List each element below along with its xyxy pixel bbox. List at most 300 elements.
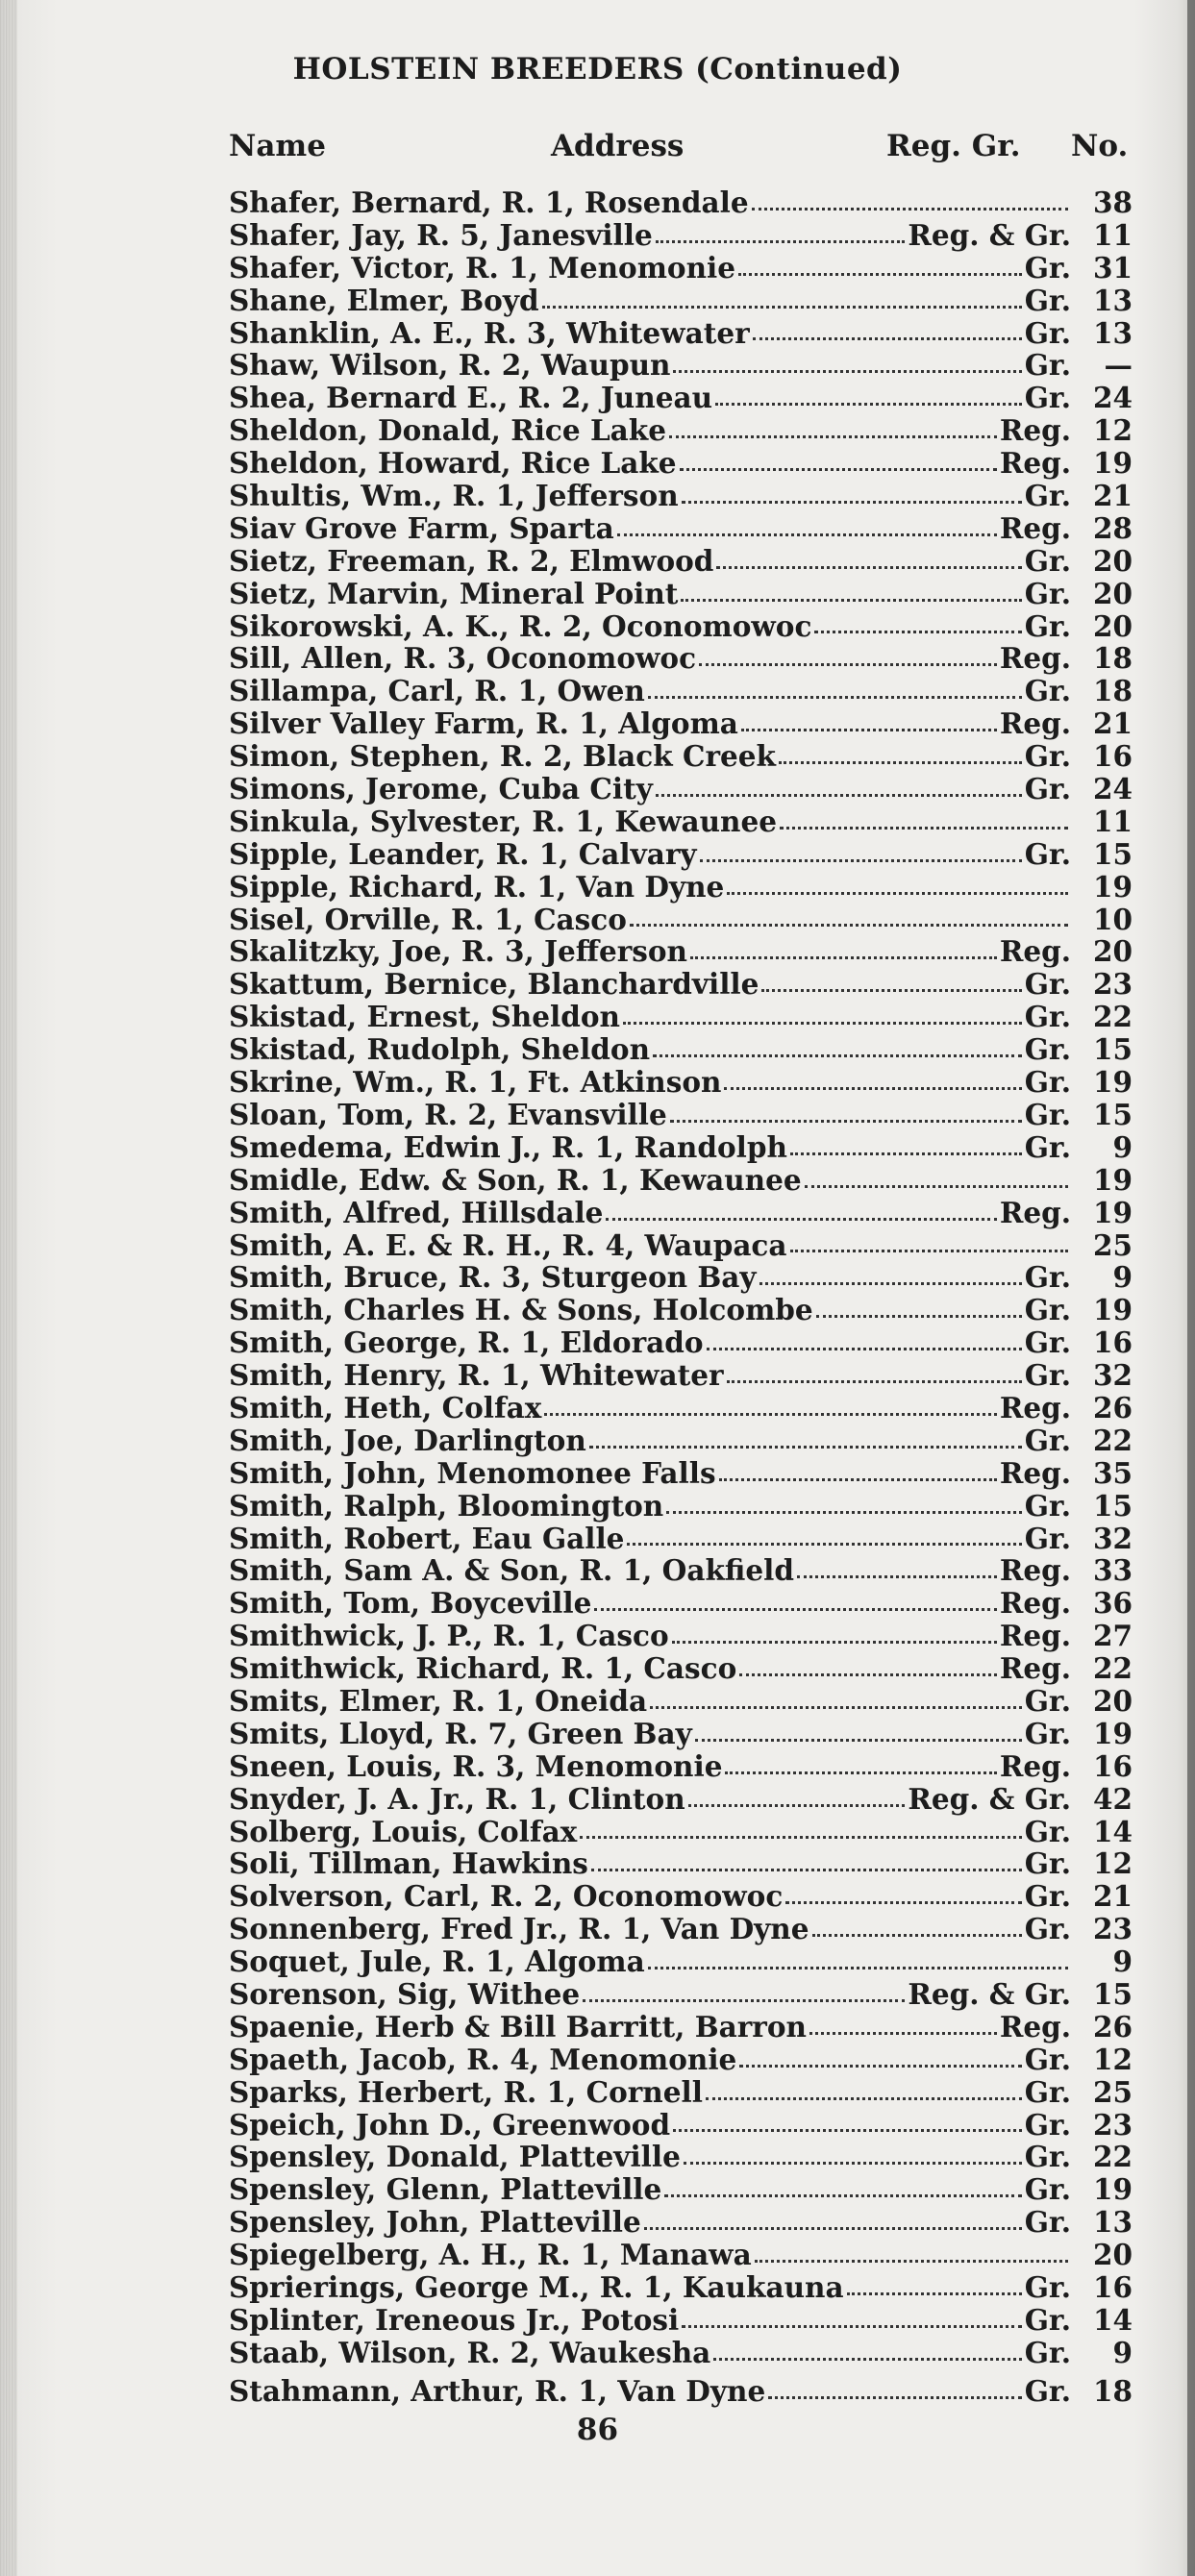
list-item <box>229 252 1133 285</box>
breeder-name-address: Sheldon, Donald, Rice Lake <box>229 413 667 448</box>
list-item <box>229 1587 1133 1620</box>
breeder-name-address: Sloan, Tom, R. 2, Evansville <box>229 1097 667 1131</box>
dot-leader <box>591 1869 1022 1871</box>
page-binding-edge <box>0 0 17 2576</box>
list-item <box>229 935 1133 968</box>
breeder-name-address: Shea, Bernard E., R. 2, Juneau <box>229 381 713 415</box>
list-item <box>229 2076 1133 2109</box>
list-item <box>229 1392 1133 1424</box>
dot-leader <box>630 924 1068 927</box>
herd-count: 32 <box>1092 1521 1133 1555</box>
column-header-name: Name <box>229 129 326 163</box>
registration-type: Gr. <box>1024 1846 1071 1881</box>
herd-count: 16 <box>1092 1325 1133 1360</box>
dot-leader <box>785 1901 1021 1904</box>
registration-type: Reg. <box>999 641 1071 676</box>
registration-type: Gr. <box>1024 348 1071 383</box>
breeder-name-address: Sikorowski, A. K., R. 2, Oconomowoc <box>229 608 812 643</box>
herd-count: 26 <box>1092 2009 1133 2043</box>
registration-type: Gr. <box>1024 2042 1071 2076</box>
breeder-name-address: Spensley, Donald, Platteville <box>229 2140 681 2174</box>
list-item <box>229 1913 1133 1945</box>
page-title: HOLSTEIN BREEDERS (Continued) <box>292 52 903 87</box>
breeder-name-address: Simon, Stephen, R. 2, Black Creek <box>229 739 776 774</box>
breeder-name-address: Smith, Sam A. & Son, R. 1, Oakfield <box>229 1553 794 1588</box>
list-item <box>229 1847 1133 1880</box>
registration-type: Gr. <box>1024 1065 1071 1100</box>
registration-type: Reg. <box>999 1195 1071 1229</box>
herd-count: 42 <box>1092 1781 1133 1816</box>
list-item <box>229 1066 1133 1099</box>
dot-leader <box>594 1608 996 1611</box>
dot-leader <box>682 501 1022 504</box>
dot-leader <box>809 2032 997 2035</box>
registration-type: Gr. <box>1024 2205 1071 2240</box>
registration-type: Gr. <box>1024 1716 1071 1750</box>
breeder-name-address: Smithwick, J. P., R. 1, Casco <box>229 1619 669 1653</box>
herd-count: 20 <box>1092 1683 1133 1718</box>
registration-type: Reg. & Gr. <box>908 217 1071 252</box>
dot-leader <box>656 794 1022 797</box>
breeder-name-address: Solberg, Louis, Colfax <box>229 1814 578 1848</box>
herd-count: 20 <box>1092 2238 1133 2272</box>
dot-leader <box>644 2227 1022 2230</box>
list-item <box>229 2375 1133 2408</box>
registration-type: Gr. <box>1024 283 1071 317</box>
list-item <box>229 805 1133 838</box>
dot-leader <box>727 892 1068 895</box>
breeder-name-address: Smith, John, Menomonee Falls <box>229 1455 716 1490</box>
column-header-address: Address <box>551 129 685 163</box>
herd-count: 22 <box>1092 1423 1133 1457</box>
dot-leader <box>673 370 1021 373</box>
list-item <box>229 447 1133 480</box>
registration-type: Gr. <box>1024 2074 1071 2109</box>
registration-type: Gr. <box>1024 836 1071 871</box>
herd-count: 15 <box>1092 1097 1133 1131</box>
dot-leader <box>664 2194 1021 2197</box>
dot-leader <box>759 1282 1022 1285</box>
list-item <box>229 1945 1133 1978</box>
registration-type: Reg. <box>999 1553 1071 1588</box>
list-item <box>229 2173 1133 2206</box>
registration-type: Gr. <box>1024 543 1071 578</box>
list-item <box>229 382 1133 414</box>
breeder-name-address: Soquet, Jule, R. 1, Algoma <box>229 1944 645 1979</box>
breeder-name-address: Smith, George, R. 1, Eldorado <box>229 1325 704 1360</box>
breeder-name-address: Skistad, Rudolph, Sheldon <box>229 1032 651 1067</box>
list-item <box>229 578 1133 610</box>
dot-leader <box>716 566 1021 569</box>
herd-count: 22 <box>1092 1651 1133 1686</box>
list-item <box>229 1783 1133 1816</box>
registration-type: Reg. <box>999 510 1071 545</box>
list-item <box>229 1294 1133 1326</box>
dot-leader <box>650 1706 1022 1709</box>
dot-leader <box>656 240 906 243</box>
list-item <box>229 2109 1133 2142</box>
list-item <box>229 2337 1133 2369</box>
list-item <box>229 1164 1133 1197</box>
breeder-name-address: Sorenson, Sig, Withee <box>229 1976 581 2011</box>
list-item <box>229 186 1133 219</box>
breeder-name-address: Skattum, Bernice, Blanchardville <box>229 967 759 1002</box>
dot-leader <box>542 306 1022 309</box>
breeder-name-address: Spiegelberg, A. H., R. 1, Manawa <box>229 2238 752 2272</box>
breeder-name-address: Shultis, Wm., R. 1, Jefferson <box>229 479 679 513</box>
dot-leader <box>648 696 1022 699</box>
breeder-name-address: Simons, Jerome, Cuba City <box>229 772 653 806</box>
dot-leader <box>761 989 1021 992</box>
breeder-name-address: Stahmann, Arthur, R. 1, Van Dyne <box>229 2373 766 2408</box>
list-item <box>229 2206 1133 2239</box>
list-item <box>229 675 1133 707</box>
registration-type: Gr. <box>1024 2172 1071 2207</box>
registration-type: Gr. <box>1024 1293 1071 1327</box>
herd-count: 16 <box>1092 739 1133 774</box>
breeder-name-address: Solverson, Carl, R. 2, Oconomowoc <box>229 1879 784 1914</box>
list-item <box>229 2271 1133 2304</box>
herd-count: 26 <box>1092 1390 1133 1424</box>
registration-type: Reg. & Gr. <box>908 1976 1071 2011</box>
herd-count: 27 <box>1092 1619 1133 1653</box>
dot-leader <box>739 2065 1021 2068</box>
list-item <box>229 1001 1133 1033</box>
dot-leader <box>666 1511 1021 1514</box>
breeder-name-address: Sipple, Leander, R. 1, Calvary <box>229 836 697 871</box>
list-item <box>229 2011 1133 2043</box>
list-item <box>229 1229 1133 1262</box>
dot-leader <box>684 2162 1022 2165</box>
registration-type: Reg. <box>999 1586 1071 1621</box>
herd-count: 12 <box>1092 413 1133 448</box>
breeder-name-address: Smith, A. E. & R. H., R. 4, Waupaca <box>229 1227 787 1262</box>
breeder-name-address: Smith, Robert, Eau Galle <box>229 1521 625 1555</box>
dot-leader <box>672 1641 997 1644</box>
herd-count: 23 <box>1092 2107 1133 2142</box>
dot-leader <box>724 1087 1021 1090</box>
herd-count: 36 <box>1092 1586 1133 1621</box>
herd-count: 19 <box>1092 1293 1133 1327</box>
dot-leader <box>755 2260 1068 2263</box>
breeder-name-address: Staab, Wilson, R. 2, Waukesha <box>229 2335 711 2369</box>
registration-type: Gr. <box>1024 1260 1071 1295</box>
dot-leader <box>790 1250 1068 1252</box>
herd-count: 19 <box>1092 869 1133 904</box>
page-number: 86 <box>576 2413 619 2447</box>
herd-count: 21 <box>1092 706 1133 741</box>
breeder-name-address: Sonnenberg, Fred Jr., R. 1, Van Dyne <box>229 1912 809 1946</box>
herd-count: 33 <box>1092 1553 1133 1588</box>
registration-type: Reg. <box>999 1390 1071 1424</box>
list-item <box>229 904 1133 936</box>
dot-leader <box>699 663 997 666</box>
herd-count: — <box>1104 348 1133 383</box>
registration-type: Reg. <box>999 1619 1071 1653</box>
breeder-name-address: Smith, Alfred, Hillsdale <box>229 1195 604 1229</box>
dot-leader <box>713 2358 1021 2361</box>
breeder-name-address: Smith, Tom, Boyceville <box>229 1586 592 1621</box>
registration-type: Gr. <box>1024 315 1071 350</box>
list-item <box>229 1099 1133 1131</box>
registration-type: Reg. <box>999 2009 1071 2043</box>
dot-leader <box>752 208 1068 211</box>
dot-leader <box>715 403 1022 406</box>
registration-type: Gr. <box>1024 1683 1071 1718</box>
herd-count: 18 <box>1092 674 1133 708</box>
registration-type: Reg. <box>999 1651 1071 1686</box>
breeder-name-address: Smith, Heth, Colfax <box>229 1390 542 1424</box>
breeder-name-address: Spaeth, Jacob, R. 4, Menomonie <box>229 2042 737 2076</box>
dot-leader <box>583 1999 905 2002</box>
list-item <box>229 838 1133 871</box>
list-item <box>229 1880 1133 1913</box>
registration-type: Gr. <box>1024 250 1071 285</box>
breeder-name-address: Shanklin, A. E., R. 3, Whitewater <box>229 315 750 350</box>
herd-count: 28 <box>1092 510 1133 545</box>
dot-leader <box>580 1836 1021 1839</box>
breeder-name-address: Snyder, J. A. Jr., R. 1, Clinton <box>229 1781 685 1816</box>
column-header-no: No. <box>1071 129 1129 163</box>
herd-count: 13 <box>1092 2205 1133 2240</box>
herd-count: 18 <box>1092 641 1133 676</box>
breeder-name-address: Splinter, Ireneous Jr., Potosi <box>229 2302 680 2337</box>
registration-type: Gr. <box>1024 2335 1071 2369</box>
dot-leader <box>670 1120 1022 1123</box>
dot-leader <box>648 1967 1068 1969</box>
registration-type: Gr. <box>1024 1814 1071 1848</box>
herd-count: 20 <box>1092 608 1133 643</box>
registration-type: Gr. <box>1024 2107 1071 2142</box>
dot-leader <box>725 1771 996 1774</box>
registration-type: Gr. <box>1024 381 1071 415</box>
breeder-name-address: Sinkula, Sylvester, R. 1, Kewaunee <box>229 804 778 838</box>
herd-count: 16 <box>1092 2270 1133 2304</box>
dot-leader <box>690 956 997 959</box>
list-item <box>229 871 1133 904</box>
list-item <box>229 1816 1133 1848</box>
registration-type: Gr. <box>1024 2270 1071 2304</box>
breeder-name-address: Sheldon, Howard, Rice Lake <box>229 446 677 481</box>
breeder-list <box>229 186 1133 2408</box>
breeder-name-address: Shafer, Bernard, R. 1, Rosendale <box>229 186 749 219</box>
registration-type: Gr. <box>1024 1000 1071 1034</box>
registration-type: Gr. <box>1024 1423 1071 1457</box>
page-edge-shadow <box>1187 0 1195 2576</box>
list-item <box>229 1750 1133 1783</box>
dot-leader <box>707 1348 1022 1350</box>
herd-count: 20 <box>1092 543 1133 578</box>
list-item <box>229 480 1133 512</box>
list-item <box>229 285 1133 317</box>
breeder-name-address: Smith, Charles H. & Sons, Holcombe <box>229 1293 813 1327</box>
breeder-name-address: Smith, Ralph, Bloomington <box>229 1488 664 1523</box>
list-item <box>229 1523 1133 1555</box>
registration-type: Gr. <box>1024 2373 1071 2408</box>
registration-type: Reg. <box>999 413 1071 448</box>
herd-count: 19 <box>1092 1716 1133 1750</box>
herd-count: 25 <box>1092 1227 1133 1262</box>
breeder-name-address: Sietz, Freeman, R. 2, Elmwood <box>229 543 714 578</box>
list-item <box>229 1131 1133 1164</box>
herd-count: 11 <box>1092 217 1133 252</box>
list-item <box>229 317 1133 350</box>
dot-leader <box>814 631 1021 633</box>
registration-type: Gr. <box>1024 1912 1071 1946</box>
registration-type: Reg. <box>999 446 1071 481</box>
list-item <box>229 1359 1133 1392</box>
list-item <box>229 1326 1133 1359</box>
herd-count: 22 <box>1092 2140 1133 2174</box>
list-item <box>229 219 1133 252</box>
breeder-name-address: Shafer, Jay, R. 5, Janesville <box>229 217 653 252</box>
dot-leader <box>653 1054 1022 1057</box>
dot-leader <box>727 1380 1022 1383</box>
breeder-name-address: Shane, Elmer, Boyd <box>229 283 539 317</box>
breeder-name-address: Silver Valley Farm, R. 1, Algoma <box>229 706 738 741</box>
breeder-name-address: Smedema, Edwin J., R. 1, Randolph <box>229 1129 787 1164</box>
list-item <box>229 545 1133 578</box>
herd-count: 23 <box>1092 1912 1133 1946</box>
dot-leader <box>741 729 997 731</box>
herd-count: 16 <box>1092 1748 1133 1783</box>
dot-leader <box>847 2292 1022 2295</box>
dot-leader <box>790 1152 1022 1155</box>
dot-leader <box>812 1934 1022 1937</box>
herd-count: 9 <box>1112 1260 1133 1295</box>
herd-count: 20 <box>1092 576 1133 610</box>
dot-leader <box>706 2097 1022 2100</box>
herd-count: 13 <box>1092 315 1133 350</box>
dot-leader <box>768 2396 1021 2399</box>
breeder-name-address: Smith, Bruce, R. 3, Sturgeon Bay <box>229 1260 757 1295</box>
herd-count: 9 <box>1112 1944 1133 1979</box>
list-item <box>229 773 1133 805</box>
list-item <box>229 1490 1133 1523</box>
registration-type: Gr. <box>1024 2302 1071 2337</box>
column-headers <box>0 129 1195 167</box>
herd-count: 21 <box>1092 479 1133 513</box>
registration-type: Gr. <box>1024 967 1071 1002</box>
registration-type: Gr. <box>1024 576 1071 610</box>
registration-type: Gr. <box>1024 1521 1071 1555</box>
breeder-name-address: Sneen, Louis, R. 3, Menomonie <box>229 1748 723 1783</box>
list-item <box>229 414 1133 447</box>
dot-leader <box>719 1478 997 1481</box>
dot-leader <box>700 859 1022 862</box>
registration-type: Gr. <box>1024 608 1071 643</box>
list-item <box>229 2304 1133 2337</box>
registration-type: Reg. <box>999 934 1071 969</box>
dot-leader <box>669 435 997 438</box>
breeder-name-address: Sietz, Marvin, Mineral Point <box>229 576 679 610</box>
dot-leader <box>682 2325 1021 2328</box>
registration-type: Gr. <box>1024 1129 1071 1164</box>
list-item <box>229 642 1133 675</box>
registration-type: Reg. <box>999 706 1071 741</box>
breeder-name-address: Sipple, Richard, R. 1, Van Dyne <box>229 869 725 904</box>
list-item <box>229 1718 1133 1750</box>
dot-leader <box>780 827 1068 830</box>
breeder-name-address: Smith, Joe, Darlington <box>229 1423 586 1457</box>
registration-type: Gr. <box>1024 739 1071 774</box>
breeder-name-address: Spaenie, Herb & Bill Barritt, Barron <box>229 2009 807 2043</box>
list-item <box>229 1033 1133 1066</box>
list-item <box>229 610 1133 643</box>
dot-leader <box>680 468 997 471</box>
herd-count: 14 <box>1092 1814 1133 1848</box>
breeder-name-address: Sisel, Orville, R. 1, Casco <box>229 902 627 936</box>
registration-type: Gr. <box>1024 479 1071 513</box>
list-item <box>229 512 1133 545</box>
herd-count: 13 <box>1092 283 1133 317</box>
registration-type: Gr. <box>1024 1358 1071 1393</box>
list-item <box>229 1197 1133 1229</box>
list-item <box>229 1261 1133 1294</box>
breeder-name-address: Smits, Lloyd, R. 7, Green Bay <box>229 1716 692 1750</box>
dot-leader <box>738 273 1022 276</box>
breeder-name-address: Skistad, Ernest, Sheldon <box>229 1000 620 1034</box>
registration-type: Gr. <box>1024 1879 1071 1914</box>
column-header-reg-gr: Reg. Gr. <box>886 129 1021 163</box>
list-item <box>229 349 1133 382</box>
registration-type: Reg. & Gr. <box>908 1781 1071 1816</box>
herd-count: 19 <box>1092 1162 1133 1197</box>
breeder-name-address: Smidle, Edw. & Son, R. 1, Kewaunee <box>229 1162 802 1197</box>
herd-count: 35 <box>1092 1455 1133 1490</box>
breeder-name-address: Smits, Elmer, R. 1, Oneida <box>229 1683 648 1718</box>
breeder-name-address: Sparks, Herbert, R. 1, Cornell <box>229 2074 703 2109</box>
herd-count: 22 <box>1092 1000 1133 1034</box>
breeder-name-address: Sillampa, Carl, R. 1, Owen <box>229 674 645 708</box>
dot-leader <box>695 1739 1022 1742</box>
herd-count: 12 <box>1092 1846 1133 1881</box>
herd-count: 38 <box>1092 186 1133 219</box>
list-item <box>229 968 1133 1001</box>
breeder-name-address: Speich, John D., Greenwood <box>229 2107 671 2142</box>
herd-count: 24 <box>1092 381 1133 415</box>
dot-leader <box>779 761 1022 764</box>
herd-count: 15 <box>1092 1976 1133 2011</box>
breeder-name-address: Smithwick, Richard, R. 1, Casco <box>229 1651 737 1686</box>
herd-count: 15 <box>1092 836 1133 871</box>
herd-count: 32 <box>1092 1358 1133 1393</box>
breeder-name-address: Shafer, Victor, R. 1, Menomonie <box>229 250 736 285</box>
list-item <box>229 1978 1133 2011</box>
dot-leader <box>688 1804 906 1807</box>
herd-count: 18 <box>1092 2373 1133 2408</box>
registration-type: Reg. <box>999 1748 1071 1783</box>
herd-count: 21 <box>1092 1879 1133 1914</box>
registration-type: Gr. <box>1024 1032 1071 1067</box>
herd-count: 9 <box>1112 2335 1133 2369</box>
herd-count: 20 <box>1092 934 1133 969</box>
dot-leader <box>606 1218 996 1221</box>
herd-count: 15 <box>1092 1488 1133 1523</box>
registration-type: Gr. <box>1024 674 1071 708</box>
list-item <box>229 1620 1133 1652</box>
registration-type: Reg. <box>999 1455 1071 1490</box>
herd-count: 19 <box>1092 1195 1133 1229</box>
breeder-name-address: Smith, Henry, R. 1, Whitewater <box>229 1358 724 1393</box>
herd-count: 11 <box>1092 804 1133 838</box>
dot-leader <box>544 1413 996 1416</box>
breeder-name-address: Soli, Tillman, Hawkins <box>229 1846 588 1881</box>
breeder-name-address: Sill, Allen, R. 3, Oconomowoc <box>229 641 697 676</box>
registration-type: Gr. <box>1024 772 1071 806</box>
list-item <box>229 1652 1133 1685</box>
herd-count: 9 <box>1112 1129 1133 1164</box>
